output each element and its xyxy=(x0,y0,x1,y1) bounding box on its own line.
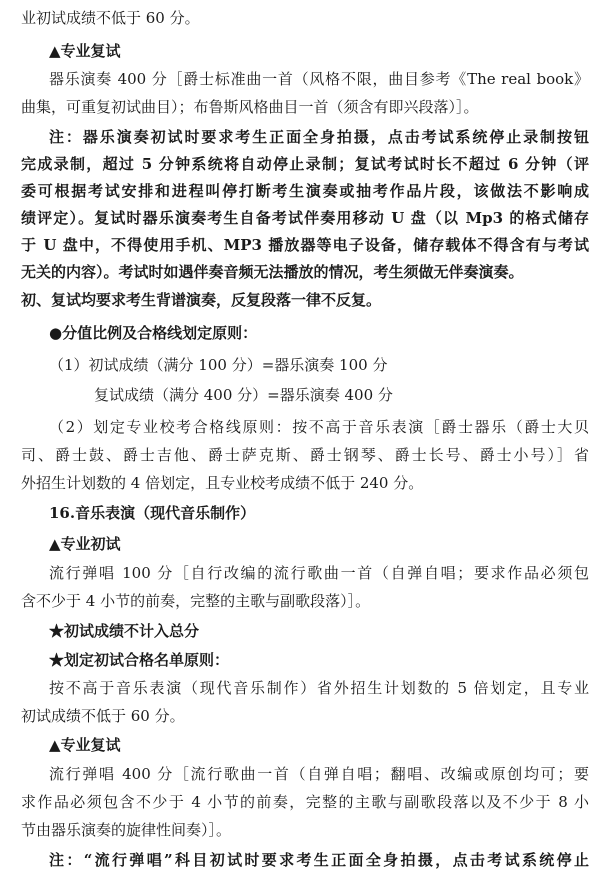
note-line: 无关的内容）。考试时如遇伴奏音频无法播放的情况，考生须做无伴奏演奏。 xyxy=(21,263,524,281)
text-line: 求作品必须包含不少于 4 小节的前奏，完整的主歌与副歌段落以及不少于 8 小 xyxy=(21,793,589,811)
note-line: 初、复试均要求考生背谱演奏，反复段落一律不反复。 xyxy=(21,291,382,309)
section-title: 16.音乐表演（现代音乐制作） xyxy=(49,504,256,522)
text-line: 外招生计划数的 4 倍划定，且专业校考成绩不低于 240 分。 xyxy=(21,474,424,492)
note-line: 绩评定）。复试时器乐演奏考生自备考试伴奏用移动 U 盘（以 Mp3 的格式储存 xyxy=(21,209,589,227)
text-line: 司、爵士鼓、爵士吉他、爵士萨克斯、爵士钢琴、爵士长号、爵士小号）］省 xyxy=(21,446,589,464)
text-line: 器乐演奏 400 分［爵士标准曲一首（风格不限，曲目参考《The real book》 xyxy=(49,70,589,88)
section-heading: ●分值比例及合格线划定原则： xyxy=(49,324,258,342)
section-heading: ▲专业初试 xyxy=(49,535,121,553)
section-heading: ★初试成绩不计入总分 xyxy=(49,622,200,640)
text-line: 流行弹唱 400 分［流行歌曲一首（自弹自唱；翻唱、改编或原创均可；要 xyxy=(49,765,589,783)
note-line: 于 U 盘中，不得使用手机、MP3 播放器等电子设备，储存载体不得含有与考试 xyxy=(21,236,589,254)
note-line: 完成录制，超过 5 分钟系统将自动停止录制；复试考试时长不超过 6 分钟（评 xyxy=(21,155,589,173)
note-line: 委可根据考试安排和进程叫停打断考生演奏或抽考作品片段，该做法不影响成 xyxy=(21,182,589,200)
text-line: 复试成绩（满分 400 分）=器乐演奏 400 分 xyxy=(94,386,393,404)
section-heading: ▲专业复试 xyxy=(49,736,121,754)
text-line: 业初试成绩不低于 60 分。 xyxy=(21,9,200,27)
text-line: （1）初试成绩（满分 100 分）=器乐演奏 100 分 xyxy=(49,356,388,374)
note-line: 注：器乐演奏初试时要求考生正面全身拍摄，点击考试系统停止录制按钮 xyxy=(49,128,589,146)
section-heading: ▲专业复试 xyxy=(49,42,121,60)
text-line: 初试成绩不低于 60 分。 xyxy=(21,707,185,725)
text-line: 曲集，可重复初试曲目）；布鲁斯风格曲目一首（须含有即兴段落）］。 xyxy=(21,98,479,116)
text-line: 含不少于 4 小节的前奏，完整的主歌与副歌段落）］。 xyxy=(21,592,371,610)
text-line: （2）划定专业校考合格线原则：按不高于音乐表演［爵士器乐（爵士大贝 xyxy=(49,418,589,436)
text-line: 节由器乐演奏的旋律性间奏）］。 xyxy=(21,821,232,839)
note-line: 注：“流行弹唱”科目初试时要求考生正面全身拍摄，点击考试系统停止 xyxy=(49,851,589,869)
section-heading: ★划定初试合格名单原则： xyxy=(49,651,230,669)
text-line: 流行弹唱 100 分［自行改编的流行歌曲一首（自弹自唱；要求作品必须包 xyxy=(49,564,589,582)
text-line: 按不高于音乐表演（现代音乐制作）省外招生计划数的 5 倍划定，且专业 xyxy=(49,679,589,697)
